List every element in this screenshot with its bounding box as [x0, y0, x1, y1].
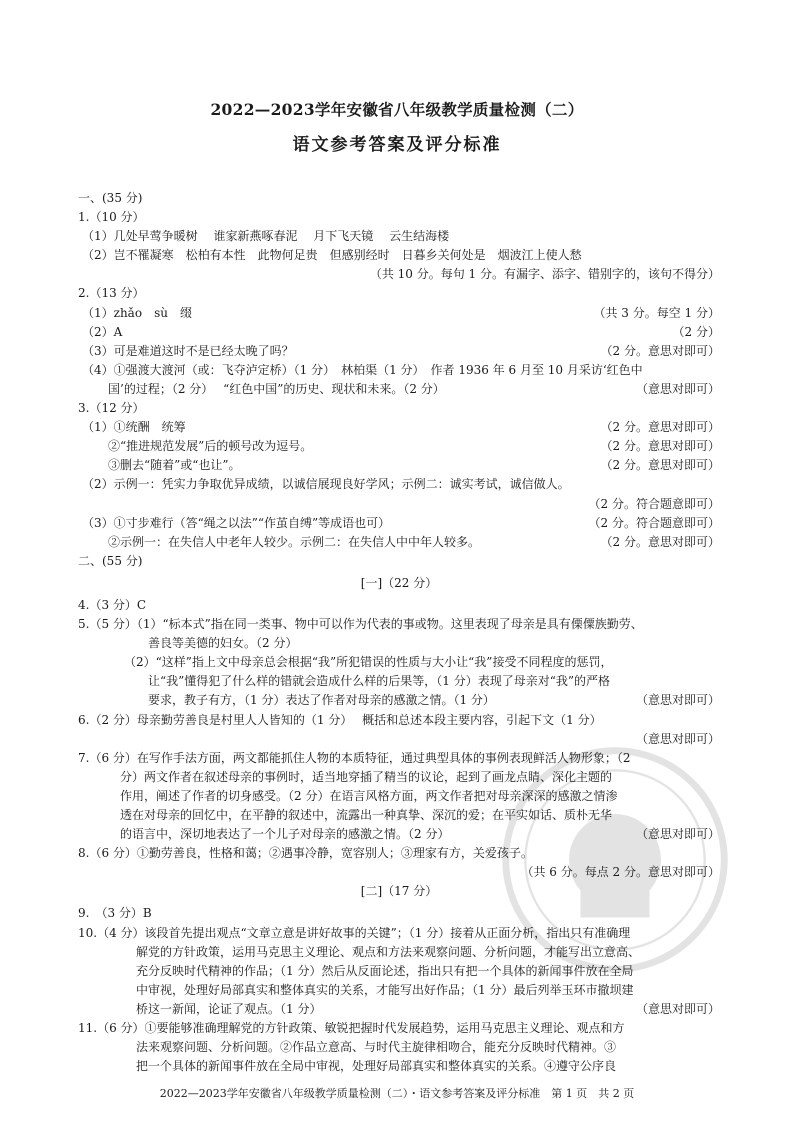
answer-line: （2）示例一：凭实力争取优异成绩，以诚信展现良好学风；示例二：诚实考试，诚信做人。	[82, 477, 570, 492]
answer-text: 国’的过程；（2 分） “红色中国”的历史、现状和未来。（2 分）	[108, 381, 445, 396]
answer-text: 要求，教子有方，（1 分）表达了作者对母亲的感激之情。（1 分）	[148, 693, 495, 708]
score-note: （2 分。意思对即可）	[600, 343, 720, 358]
answer-line: 解党的方针政策，运用马克思主义理论、观点和方法来观察问题、分析问题，才能写出立意高、	[136, 944, 641, 959]
answer-body	[78, 189, 720, 1076]
answer-line: 把一个具体的新闻事件放在全局中审视，处理好局部真实和整体真实的关系。④遵守公序良	[136, 1059, 617, 1074]
answer-line	[78, 514, 720, 533]
answer-line: 6.（2 分）母亲勤劳善良是村里人人皆知的（1 分） 概括和总述本段主要内容，引起下文（1 分）	[78, 712, 602, 727]
question-number: 3.（12 分）	[78, 401, 145, 416]
answer-line	[78, 323, 720, 342]
answer-line: 7.（6 分）在写作手法方面，两文都能抓住人物的本质特征，通过典型具体的事例表现鲜活人物形象；（2	[78, 750, 631, 765]
answer-line	[78, 437, 720, 456]
answer-line: （2）岂不罹凝寒 松柏有本性 此物何足贵 但感别经时 日暮乡关何处是 烟波江上使人愁	[82, 248, 582, 263]
answer-text: （3）①寸步难行（答“绳之以法”“作茧自缚”等成语也可）	[82, 515, 391, 530]
section-heading: 一、(35 分)	[78, 191, 143, 205]
answer-line: 8.（6 分）①勤劳善良，性格和蔼；②遇事冷静，宽容别人；③理家有方，关爱孩子。	[78, 846, 533, 861]
score-note: （意思对即可）	[635, 731, 720, 746]
answer-line: 法来观察问题、分析问题。②作品立意高、与时代主旋律相吻合，能充分反映时代精神。③	[136, 1040, 617, 1055]
part-heading: [二]（17 分）	[360, 884, 438, 899]
score-note: （2 分。意思对即可）	[600, 534, 720, 549]
score-line	[78, 495, 720, 514]
score-note: （共 6 分。每点 2 分。意思对即可）	[521, 865, 720, 880]
answer-text: 的语言中，深切地表达了一个儿子对母亲的感激之情。（2 分）	[120, 827, 450, 842]
answer-line: （4）①强渡大渡河（或：飞夺泸定桥）（1 分） 林柏渠（1 分） 作者 1936 年 6 月至 10 月采访‘红色中	[82, 362, 643, 377]
score-line	[78, 730, 720, 749]
page-title: 2022—2023学年安徽省八年级教学质量检测（二）	[210, 100, 584, 119]
answer-line: 让“我”懂得犯了什么样的错就会造成什么样的后果等，（1 分）表现了母亲对“我”的严格	[148, 674, 610, 689]
answer-line	[78, 380, 720, 399]
score-note: （意思对即可）	[635, 1001, 720, 1016]
score-note: （意思对即可）	[635, 827, 720, 842]
score-note: （2 分。符合题意即可）	[588, 515, 720, 530]
answer-line: 中审视，处理好局部真实和整体真实的关系，才能写出好作品；（1 分）最后列举玉环市撤坝建	[136, 982, 634, 997]
answer-line: 作用，阐述了作者的切身感受。（2 分）在语言风格方面，两文作者把对母亲深深的感激之情渗	[120, 788, 618, 803]
answer-line: 分）两文作者在叙述母亲的事例时，适当地穿插了精当的议论，起到了画龙点睛、深化主题的	[120, 769, 613, 784]
score-note: （2 分）	[672, 324, 720, 339]
answer-line	[78, 342, 720, 361]
section-heading: 二、(55 分)	[78, 553, 143, 568]
answer-line: 9. （3 分）B	[78, 906, 152, 921]
question-number: 2.（13 分）	[78, 286, 145, 301]
page-footer: 2022—2023学年安徽省八年级教学质量检测（二）・语文参考答案及评分标准 第 1 页 共 2 页	[159, 1087, 635, 1100]
part-heading: [一]（22 分）	[360, 575, 438, 590]
answer-text: ②示例一：在失信人中老年人较少。示例二：在失信人中中年人较多。	[108, 534, 481, 549]
answer-line	[78, 533, 720, 552]
page-subtitle: 语文参考答案及评分标准	[292, 135, 502, 155]
answer-line: 充分反映时代精神的作品；（1 分）然后从反面论述，指出只有把一个具体的新闻事件放在全局	[136, 963, 634, 978]
answer-text: ③删去“随着”或“也让”。	[108, 458, 241, 473]
answer-line: 善良等美德的妇女。（2 分）	[148, 636, 298, 651]
answer-line: 透在对母亲的回忆中，在平静的叙述中，流露出一种真挚、深沉的爱；在平实如话、质朴无华	[120, 808, 613, 822]
answer-line	[78, 418, 720, 437]
answer-line: 4.（3 分）C	[78, 597, 147, 612]
answer-text: （1）zhǎo sù 缀	[82, 305, 192, 320]
answer-line: 10.（4 分）该段首先提出观点“文章立意是讲好故事的关键”；（1 分）接着从正面分析，指出只有准确理	[78, 925, 631, 940]
answer-line: （1）几处早莺争暖树 谁家新燕啄春泥 月下飞天镜 云生结海楼	[82, 229, 450, 244]
answer-line	[78, 691, 720, 710]
score-note: （共 3 分。每空 1 分）	[593, 305, 720, 320]
score-note: （2 分。意思对即可）	[600, 439, 720, 454]
score-note: （共 10 分。每句 1 分。有漏字、添字、错别字的，该句不得分）	[369, 267, 720, 282]
answer-line	[78, 1000, 720, 1019]
score-note: （意思对即可）	[635, 693, 720, 708]
score-line	[78, 863, 720, 882]
answer-line: 5.（5 分）（1）“标本式”指在同一类事、物中可以作为代表的事或物。这里表现了母亲是具有傈僳族勤劳、	[78, 617, 643, 632]
answer-text: ②“推进规范发展”后的顿号改为逗号。	[108, 439, 313, 454]
answer-text: 桥这一新闻，论证了观点。（1 分）	[136, 1001, 322, 1016]
answer-line	[78, 304, 720, 323]
answer-text: （1）①统酬 统筹	[82, 420, 186, 435]
answer-line	[78, 456, 720, 475]
answer-text: （3）可是难道这时不是已经太晚了吗？	[82, 343, 294, 358]
score-note: （意思对即可）	[635, 381, 720, 396]
score-note: （2 分。意思对即可）	[600, 420, 720, 435]
score-note: （2 分。符合题意即可）	[588, 496, 720, 511]
score-line	[78, 265, 720, 284]
answer-line: 11.（6 分）①要能够准确理解党的方针政策、敏锐把握时代发展趋势，运用马克思主义理论、观点和方	[78, 1021, 625, 1036]
score-note: （2 分。意思对即可）	[600, 458, 720, 473]
answer-line: （2）“这样”指上文中母亲总会根据“我”所犯错误的性质与大小让“我”接受不同程度的惩罚，	[124, 655, 613, 670]
answer-line	[78, 825, 720, 844]
answer-text: （2）A	[82, 324, 123, 339]
question-number: 1.（10 分）	[78, 210, 145, 225]
